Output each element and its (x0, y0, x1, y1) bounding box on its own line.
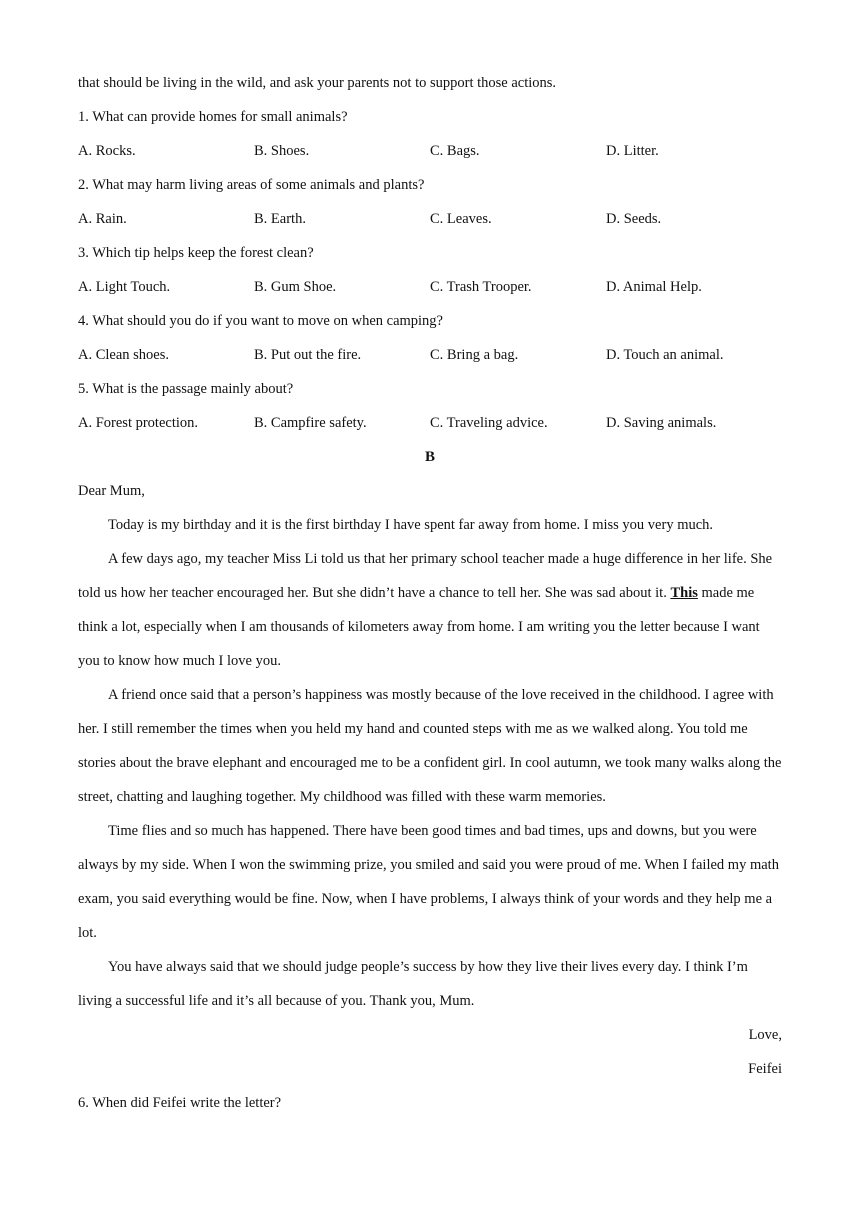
letter-paragraph-4: Time flies and so much has happened. There have been good times and bad times, ups and downs, but you were always by my side. When I won the swimming prize, you smiled and said you were proud of me. When I failed my math exam, you said everything would be fine. Now, when I have problems, I always think of your words and they help me a lot. (78, 823, 779, 941)
option-c: C. Trash Trooper. (430, 279, 532, 295)
option-row (78, 276, 782, 310)
option-b: B. Put out the fire. (254, 347, 362, 363)
option-row (78, 140, 782, 174)
letter-paragraph-5: You have always said that we should judge people’s success by how they live their lives every day. I think I’m living a successful life and it’s all because of you. Thank you, Mum. (78, 959, 748, 1009)
question-6-text: 6. When did Feifei write the letter? (78, 1095, 282, 1111)
question-text: 3. Which tip helps keep the forest clean? (78, 245, 314, 261)
question-block-3 (78, 242, 782, 310)
option-d: D. Animal Help. (606, 279, 702, 295)
underlined-word: This (670, 585, 698, 601)
letter-greeting: Dear Mum, (78, 483, 145, 499)
option-row (78, 208, 782, 242)
letter-paragraph-2 (78, 542, 782, 678)
question-text: 1. What can provide homes for small animals? (78, 109, 348, 125)
section-heading: B (424, 449, 435, 465)
question-block-1 (78, 106, 782, 174)
option-b: B. Campfire safety. (254, 415, 367, 431)
option-row (78, 344, 782, 378)
option-c: C. Traveling advice. (430, 415, 548, 431)
option-d: D. Touch an animal. (606, 347, 724, 363)
question-text: 2. What may harm living areas of some animals and plants? (78, 177, 425, 193)
letter-paragraph-3: A friend once said that a person’s happiness was mostly because of the love received in the childhood. I agree with her. I still remember the times when you held my hand and counted steps with me as we walked along. You told me stories about the brave elephant and encouraged me to be a confident girl. In cool autumn, we took many walks along the street, chatting and laughing together. My childhood was filled with these warm memories. (78, 687, 782, 805)
document-page (78, 72, 782, 1126)
option-d: D. Litter. (606, 143, 659, 159)
question-text: 4. What should you do if you want to move on when camping? (78, 313, 443, 329)
question-text: 5. What is the passage mainly about? (78, 381, 294, 397)
option-a: A. Clean shoes. (78, 347, 170, 363)
question-block-4 (78, 310, 782, 378)
question-block-5 (78, 378, 782, 446)
option-c: C. Leaves. (430, 211, 492, 227)
option-b: B. Gum Shoe. (254, 279, 337, 295)
question-block-2 (78, 174, 782, 242)
option-a: A. Forest protection. (78, 415, 199, 431)
option-b: B. Shoes. (254, 143, 310, 159)
option-b: B. Earth. (254, 211, 306, 227)
option-a: A. Rain. (78, 211, 127, 227)
intro-tail-text: that should be living in the wild, and ask your parents not to support those actions. (78, 75, 557, 91)
letter-paragraph-1: Today is my birthday and it is the first birthday I have spent far away from home. I miss you very much. (108, 517, 714, 533)
letter-signature: Feifei (748, 1061, 782, 1077)
option-c: C. Bring a bag. (430, 347, 519, 363)
paragraph-2-start: A few days ago, my teacher Miss Li told us that her primary school teacher made a huge difference in her life. She told us how her teacher encouraged her. But she didn’t have a chance to tell her. She was sad about it. (78, 551, 773, 601)
paragraph-2-end: made me think a lot, especially when I am thousands of kilometers away from home. I am writing you the letter because I want you to know how much I love you. (78, 585, 760, 669)
option-row (78, 412, 782, 446)
option-c: C. Bags. (430, 143, 480, 159)
option-a: A. Rocks. (78, 143, 136, 159)
option-d: D. Saving animals. (606, 415, 717, 431)
letter-closing: Love, (748, 1027, 782, 1043)
letter-body (78, 508, 782, 1018)
option-a: A. Light Touch. (78, 279, 171, 295)
option-d: D. Seeds. (606, 211, 662, 227)
